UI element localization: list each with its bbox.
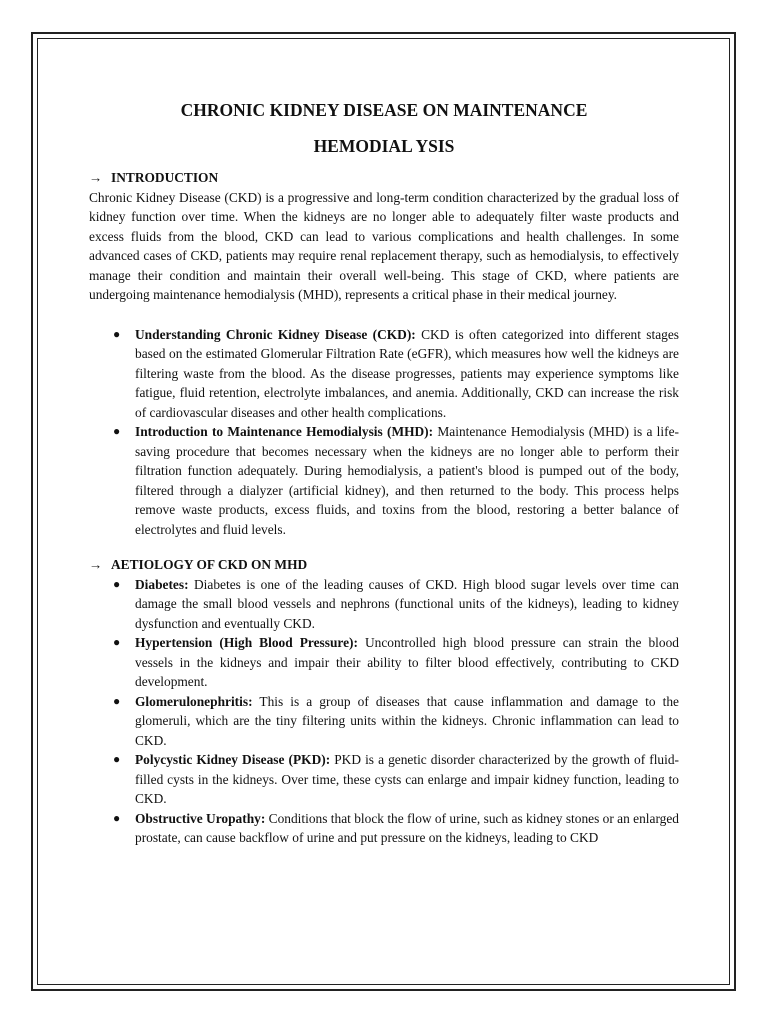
bullet-icon: ● — [113, 752, 121, 766]
bullet-icon: ● — [113, 326, 121, 341]
arrow-icon: → — [89, 170, 103, 185]
list-item-text: Conditions that block the flow of urine, such as kidney stones or an enlarged prostate, can cause backflow of urine and put pressure on the kidneys, leading to CKD — [135, 810, 679, 845]
aetiology-heading-text: AETIOLOGY OF CKD ON MHD — [111, 557, 308, 572]
list-item-text: CKD is often categorized into different stages based on the estimated Glomerular Filtration Rate (eGFR), which measures how well the kidneys are filtering waste from the blood. As the disease progresses, patients may experience symptoms like fatigue, fluid retention, electrolyte imbalances, and anemia. Additionally, CKD can increase the risk of cardiovascular diseases and other health complications. — [135, 326, 679, 420]
list-item — [89, 692, 679, 751]
list-item-text: Diabetes is one of the leading causes of CKD. High blood sugar levels over time can damage the small blood vessels and nephrons (functional units of the kidneys), leading to kidney dysfunction and eventually CKD. — [135, 576, 679, 631]
bullet-icon: ● — [113, 810, 121, 825]
list-item-text: Uncontrolled high blood pressure can strain the blood vessels in the kidneys and impair their ability to filter blood effectively, contributing to CKD development. — [135, 635, 679, 689]
list-item — [89, 750, 679, 809]
list-item-text: This is a group of diseases that cause inflammation and damage to the glomeruli, which are the tiny filtering units within the kidneys. Chronic inflammation can lead to CKD. — [135, 693, 679, 748]
bullet-icon: ● — [113, 693, 121, 708]
list-item-term: Diabetes: — [135, 576, 189, 592]
list-item — [89, 633, 679, 692]
arrow-icon: → — [89, 557, 103, 572]
document-body — [89, 92, 679, 848]
list-item-term: Polycystic Kidney Disease (PKD): — [135, 752, 331, 767]
list-item-text: Maintenance Hemodialysis (MHD) is a life-saving procedure that becomes necessary when the kidneys are no longer able to perform their filtration function adequately. During hemodialysis, a patient's blood is pumped out of the body, filtered through a dialyzer (artificial kidney), and then returned to the body. This process helps remove waste products, excess fluids, and toxins from the blood, restoring a better balance of electrolytes and fluid levels. — [135, 424, 679, 537]
bullet-icon: ● — [113, 424, 121, 438]
list-item — [89, 809, 679, 848]
list-item-term: Glomerulonephritis: — [135, 693, 253, 709]
list-item-text: PKD is a genetic disorder characterized by the growth of fluid-filled cysts in the kidneys. Over time, these cysts can enlarge and impair kidney function, leading to CKD. — [135, 752, 679, 806]
bullet-icon: ● — [113, 635, 121, 649]
introduction-paragraph: Chronic Kidney Disease (CKD) is a progressive and long-term condition characterized by the gradual loss of kidney function over time. When the kidneys are no longer able to adequately filter waste products and excess fluids from the blood, CKD can lead to various complications and health challenges. In some advanced cases of CKD, patients may require renal replacement therapy, such as hemodialysis, to effectively manage their condition and maintain their overall well-being. This stage of CKD, where patients are undergoing maintenance hemodialysis (MHD), represents a critical phase in their medical journey. — [89, 189, 679, 302]
list-item-term: Introduction to Maintenance Hemodialysis (MHD): — [135, 424, 434, 439]
list-item — [89, 575, 679, 634]
document-title-line-1: CHRONIC KIDNEY DISEASE ON MAINTENANCE — [180, 100, 588, 120]
list-item-term: Hypertension (High Blood Pressure): — [135, 635, 358, 650]
aetiology-list — [89, 575, 679, 848]
list-item — [89, 422, 679, 539]
document-title-line-2: HEMODIAL YSIS — [313, 136, 455, 156]
list-item-term: Understanding Chronic Kidney Disease (CKD): — [135, 326, 416, 342]
introduction-list — [89, 325, 679, 540]
aetiology-heading — [89, 555, 679, 575]
introduction-heading-text: INTRODUCTION — [111, 170, 219, 185]
list-item-term: Obstructive Uropathy: — [135, 810, 266, 826]
introduction-heading — [89, 168, 679, 188]
list-item — [89, 325, 679, 423]
bullet-icon: ● — [113, 576, 121, 591]
